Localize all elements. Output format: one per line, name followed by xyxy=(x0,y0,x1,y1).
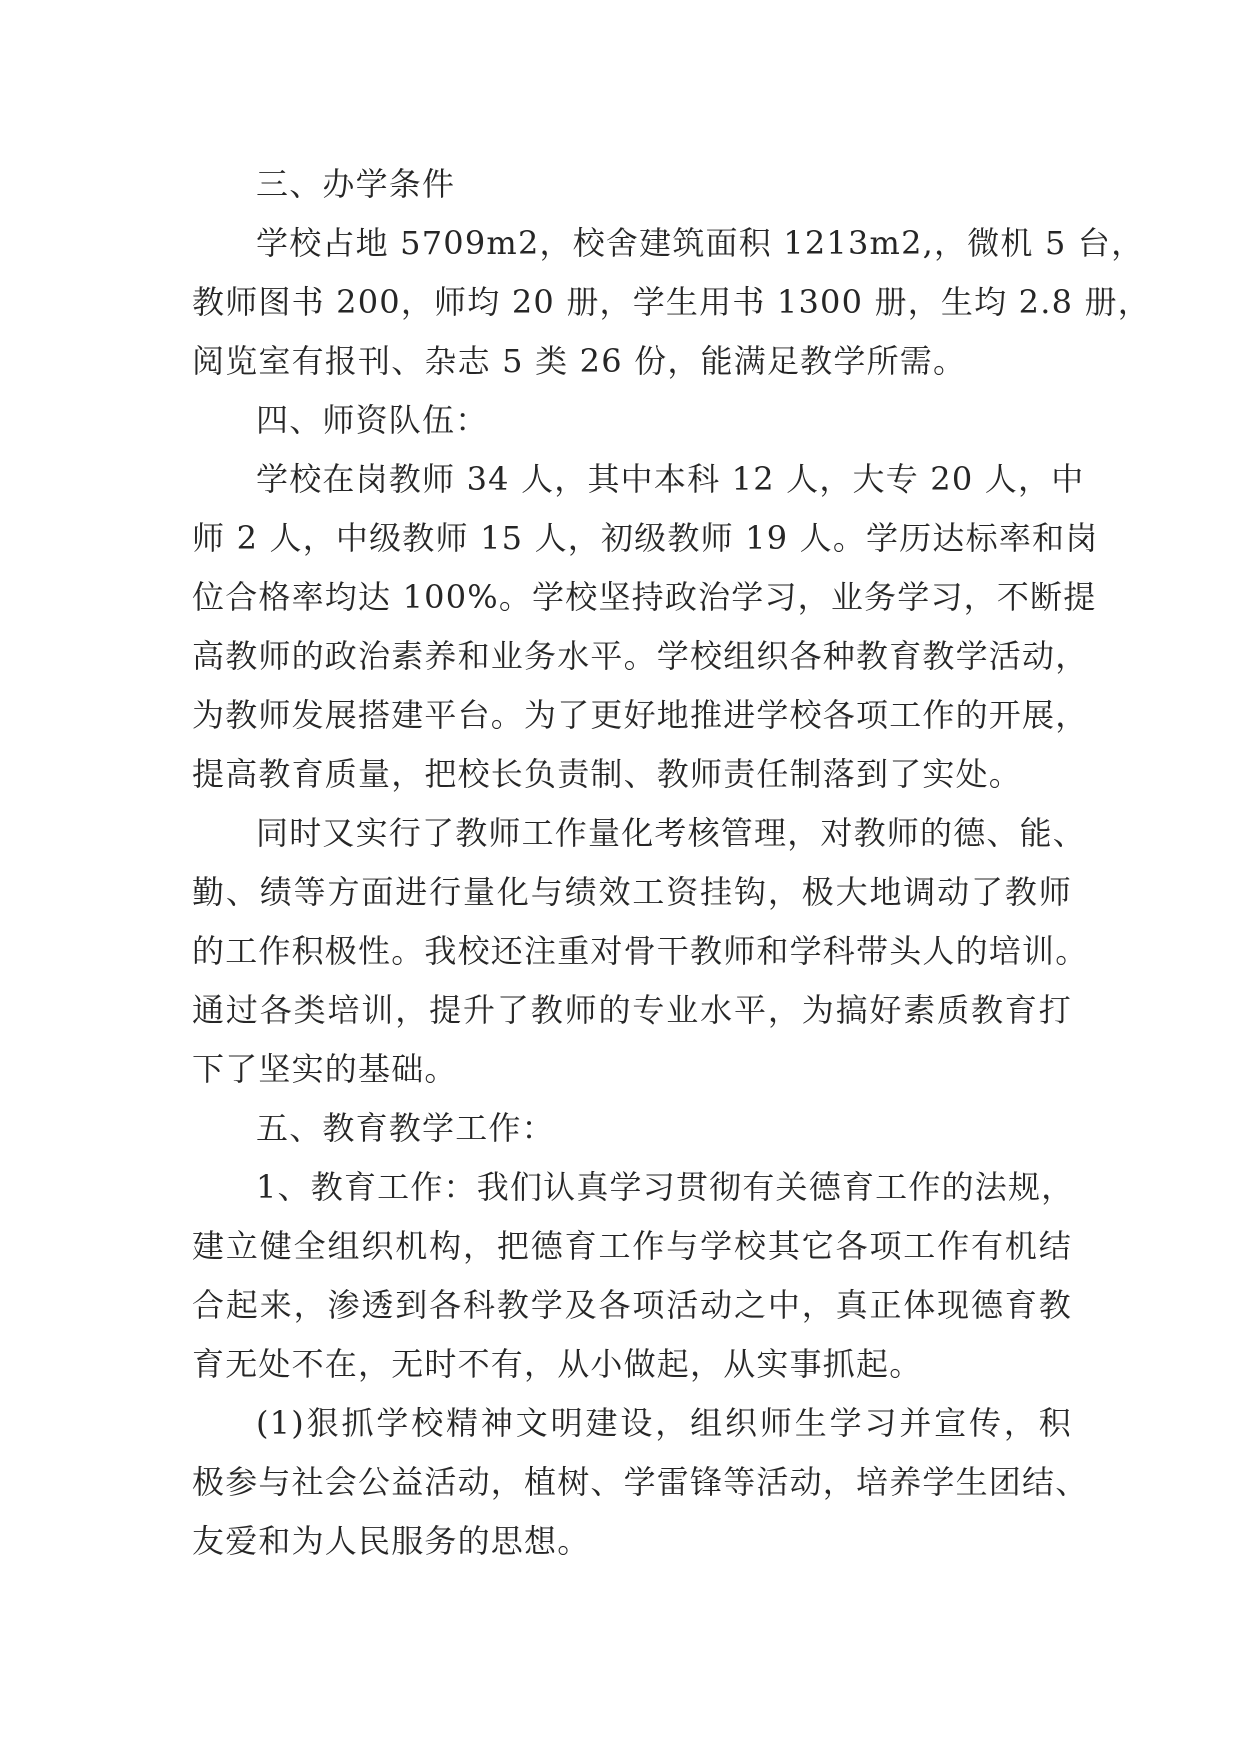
text-line: 合起来，渗透到各科教学及各项活动之中，真正体现德育教 xyxy=(192,1286,1072,1324)
text-line: 通过各类培训，提升了教师的专业水平，为搞好素质教育打 xyxy=(192,991,1072,1029)
text-line: 同时又实行了教师工作量化考核管理，对教师的德、能、 xyxy=(256,814,1087,852)
text-line: 下了坚实的基础。 xyxy=(192,1050,458,1088)
text-line: 育无处不在，无时不有，从小做起，从实事抓起。 xyxy=(192,1345,923,1383)
text-line: 高教师的政治素养和业务水平。学校组织各种教育教学活动， xyxy=(192,637,1089,675)
text-line: 友爱和为人民服务的思想。 xyxy=(192,1522,591,1560)
text-line: 极参与社会公益活动，植树、学雷锋等活动，培养学生团结、 xyxy=(192,1463,1089,1501)
text-line: 勤、绩等方面进行量化与绩效工资挂钩，极大地调动了教师 xyxy=(192,873,1072,911)
text-line: 学校占地 5709m2，校舍建筑面积 1213m2,，微机 5 台， xyxy=(256,224,1145,262)
text-line: 三、办学条件 xyxy=(256,165,456,203)
paragraph-teacher-assessment xyxy=(192,804,1089,1099)
text-line: 五、教育教学工作： xyxy=(256,1109,555,1147)
text-line: 为教师发展搭建平台。为了更好地推进学校各项工作的开展， xyxy=(192,696,1089,734)
text-line: 四、师资队伍： xyxy=(256,401,489,439)
paragraph-spiritual-civilization xyxy=(192,1394,1089,1571)
paragraph-school-conditions xyxy=(192,214,1151,391)
text-line: 提高教育质量，把校长负责制、教师责任制落到了实处。 xyxy=(192,755,1023,793)
text-line: 位合格率均达 100%。学校坚持政治学习，业务学习，不断提 xyxy=(192,578,1097,616)
text-line: 建立健全组织机构，把德育工作与学校其它各项工作有机结 xyxy=(192,1227,1072,1265)
paragraph-teacher-staff xyxy=(192,450,1099,804)
text-line: 1、教育工作：我们认真学习贯彻有关德育工作的法规， xyxy=(256,1168,1075,1206)
text-line: 教师图书 200，师均 20 册，学生用书 1300 册，生均 2.8 册， xyxy=(192,283,1151,321)
text-line: 学校在岗教师 34 人，其中本科 12 人，大专 20 人，中 xyxy=(256,460,1085,498)
section-heading-conditions xyxy=(192,155,1072,214)
text-line: (1)狠抓学校精神文明建设，组织师生学习并宣传，积 xyxy=(256,1404,1072,1442)
text-line: 的工作积极性。我校还注重对骨干教师和学科带头人的培训。 xyxy=(192,932,1089,970)
document-body xyxy=(192,155,1151,1571)
section-heading-teachers xyxy=(192,391,1072,450)
text-line: 师 2 人，中级教师 15 人，初级教师 19 人。学历达标率和岗 xyxy=(192,519,1099,557)
section-heading-education xyxy=(192,1099,1072,1158)
paragraph-moral-education xyxy=(192,1158,1075,1394)
text-line: 阅览室有报刊、杂志 5 类 26 份，能满足教学所需。 xyxy=(192,342,967,380)
